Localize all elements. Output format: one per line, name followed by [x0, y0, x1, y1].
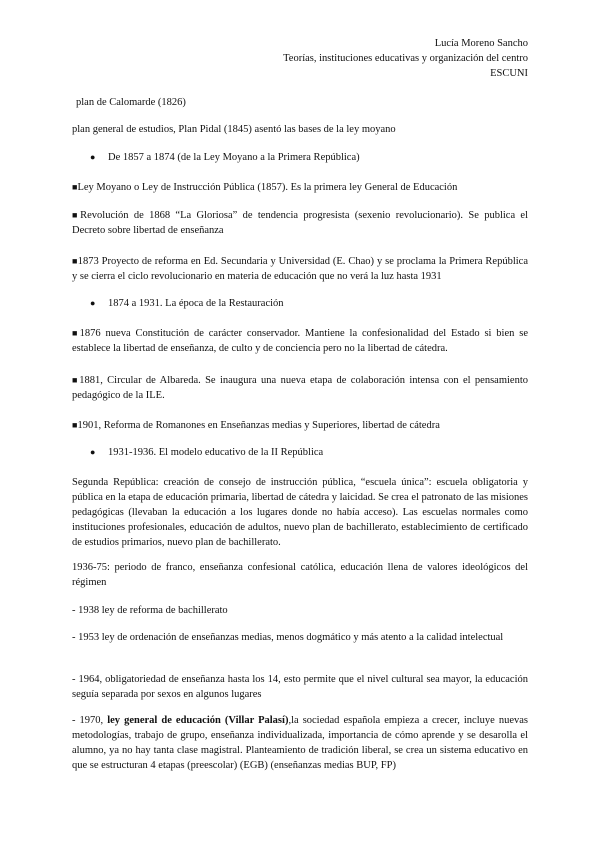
paragraph-1938: - 1938 ley de reforma de bachillerato [72, 605, 228, 616]
paragraph-calomarde: plan de Calomarde (1826) [76, 97, 186, 108]
paragraph-1873 [72, 254, 528, 284]
paragraph-pidal: plan general de estudios, Plan Pidal (1845) asentó las bases de la ley moyano [72, 124, 396, 135]
bullet-text: 1931-1936. El modelo educativo de la II República [108, 447, 324, 458]
bullet-icon: ● [90, 298, 96, 308]
page-header [283, 36, 528, 81]
school-name: ESCUNI [490, 68, 528, 79]
paragraph-text: ,la sociedad española empieza a crecer, incluye nuevas metodologías, trabajo de grupo, enseñanza individualizada, importancia de cómo aprende y se desarolla el alumno, ya no hay tanta clase magistral. Planteamiento de tradición liberal, se crea un sistema educativo en que se estructuran 4 etapas (preescolar) (EGB) (enseñanzas medias BUP, FP) [72, 715, 528, 771]
paragraph-1901 [72, 418, 528, 433]
paragraph-1876 [72, 326, 528, 356]
bullet-text: De 1857 a 1874 (de la Ley Moyano a la Primera República) [108, 152, 360, 163]
bullet-text: 1874 a 1931. La época de la Restauración [108, 298, 284, 309]
paragraph-text: 1901, Reforma de Romanones en Enseñanzas medias y Superiores, libertad de cátedra [77, 420, 440, 431]
square-bullet-icon: ■ [72, 256, 78, 266]
paragraph-1970 [72, 713, 528, 773]
paragraph-1953: - 1953 ley de ordenación de enseñanzas medias, menos dogmático y más atento a la calidad intelectual [72, 632, 504, 643]
paragraph-segunda-republica: Segunda República: creación de consejo de instrucción pública, “escuela única”: escuela obligatoria y pública en la etapa de educación primaria, libertad de cátedra y laicidad. Se crea el patronato de las misiones pedagógicas (llevaban la educación a los lugares donde no había acceso). Las escuelas normales como instituciones profesionales, educación de adultos, nuevo plan de bachillerato, establecimiento de certificado de estudios primarios, nuevo plan de bachillerato. [72, 477, 528, 548]
square-bullet-icon: ■ [72, 375, 80, 385]
bullet-icon: ● [90, 152, 96, 162]
paragraph-text: 1876 nueva Constitución de carácter conservador. Mantiene la confesionalidad del Estado si bien se establece la libertad de enseñanza, de culto y de conciencia pero no la libertad de cátedra. [72, 328, 528, 354]
law-name-bold: ley general de educación (Villar Palasí) [107, 715, 289, 726]
paragraph-1964: - 1964, obligatoriedad de enseñanza hasta los 14, esto permite que el nivel cultural sea mayor, la educación seguía separada por sexos en algunos lugares [72, 674, 528, 700]
bullet-icon: ● [90, 447, 96, 457]
square-bullet-icon: ■ [72, 328, 80, 338]
paragraph-text: 1873 Proyecto de reforma en Ed. Secundaria y Universidad (E. Chao) y se proclama la Primera República y se cierra el ciclo revolucionario en materia de educación que no verá la luz hasta 1931 [72, 256, 528, 282]
course-title: Teorías, instituciones educativas y organización del centro [283, 53, 528, 64]
square-bullet-icon: ■ [72, 182, 78, 192]
paragraph-ley-moyano [72, 180, 528, 195]
paragraph-text: Revolución de 1868 “La Gloriosa” de tendencia progresista (sexenio revolucionario). Se publica el Decreto sobre libertad de enseñanza [72, 210, 529, 236]
paragraph-prefix: - 1970, [72, 715, 108, 726]
paragraph-text: 1881, Circular de Albareda. Se inaugura una nueva etapa de colaboración intensa con el pensamiento pedagógico de la ILE. [72, 375, 529, 401]
paragraph-revolucion-1868 [72, 208, 528, 238]
square-bullet-icon: ■ [72, 420, 78, 430]
paragraph-1881 [72, 373, 528, 403]
paragraph-franquismo: 1936-75: periodo de franco, enseñanza confesional católica, educación llena de valores ideológicos del régimen [72, 562, 528, 588]
square-bullet-icon: ■ [72, 210, 81, 220]
author-name: Lucía Moreno Sancho [434, 38, 528, 49]
paragraph-text: Ley Moyano o Ley de Instrucción Pública (1857). Es la primera ley General de Educación [77, 182, 458, 193]
